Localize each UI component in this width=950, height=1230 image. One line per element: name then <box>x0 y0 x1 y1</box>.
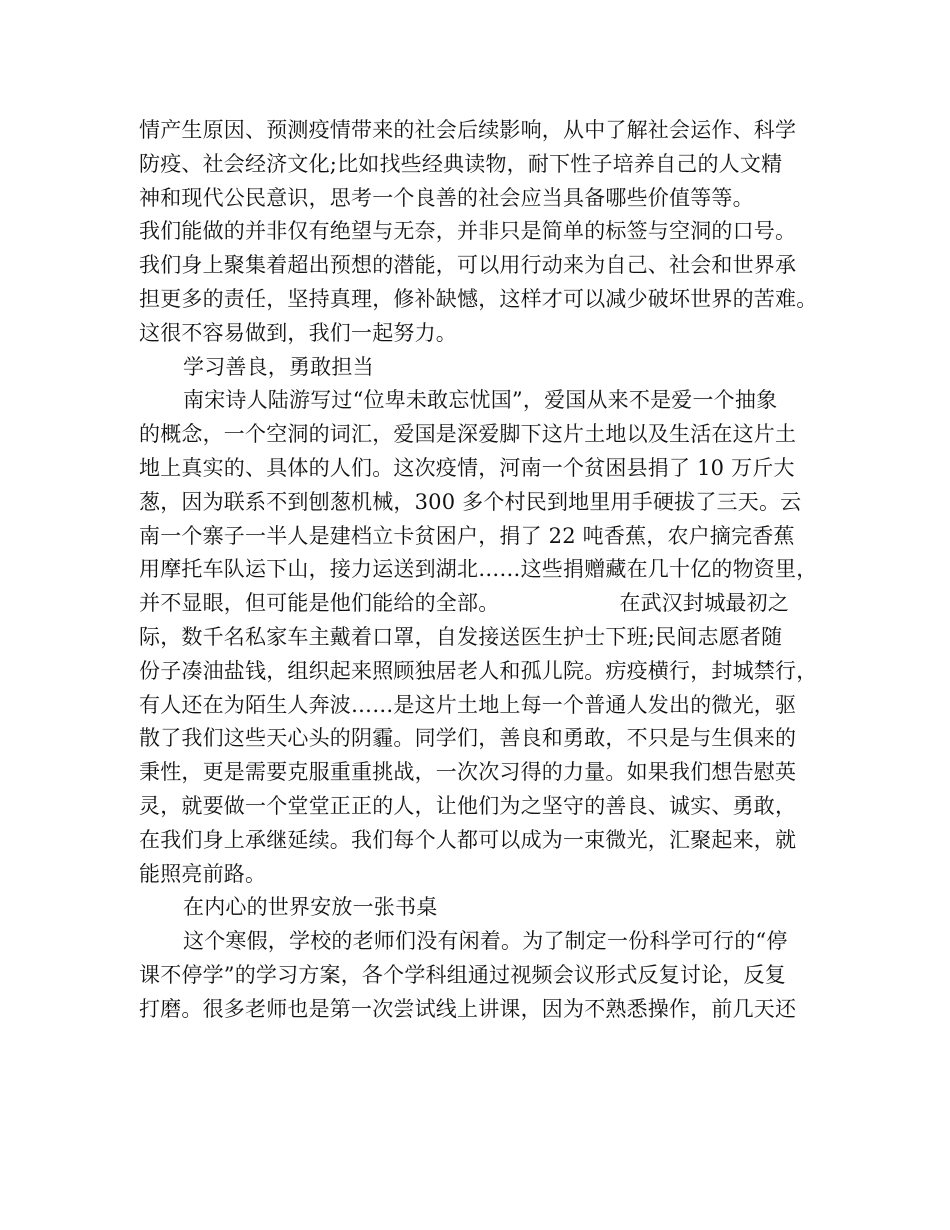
document-page <box>139 114 829 1027</box>
text-line: 我们身上聚集着超出预想的潜能，可以用行动来为自己、社会和世界承 <box>139 253 797 278</box>
text-line: 际，数千名私家车主戴着口罩，自发接送医生护士下班;民间志愿者随 <box>139 624 783 649</box>
text-line: 灵，就要做一个堂堂正正的人，让他们为之坚守的善良、诚实、勇敢， <box>139 793 797 818</box>
text-line: 这很不容易做到，我们一起努力。 <box>139 320 457 345</box>
text-line: 课不停学”的学习方案，各个学科组通过视频会议形式反复讨论，反复 <box>139 962 786 987</box>
text-line: 在我们身上承继延续。我们每个人都可以成为一束微光，汇聚起来，就 <box>139 827 797 852</box>
section-heading: 学习善良，勇敢担当 <box>183 354 374 379</box>
text-line: 用摩托车队运下山，接力运送到湖北……这些捐赠藏在几十亿的物资里， <box>139 557 818 582</box>
text-line: 秉性，更是需要克服重重挑战，一次次习得的力量。如果我们想告慰英 <box>139 760 797 785</box>
text-line: 能照亮前路。 <box>139 861 267 886</box>
text-line <box>139 587 829 621</box>
text-line: 有人还在为陌生人奔波……是这片土地上每一个普通人发出的微光，驱 <box>139 692 797 717</box>
text-line: 葱，因为联系不到刨葱机械，300 多个村民到地里用手硬拔了三天。云 <box>139 489 802 514</box>
text-line: 我们能做的并非仅有绝望与无奈，并非只是简单的标签与空洞的口号。 <box>139 219 797 244</box>
text-line: 南一个寨子一半人是建档立卡贫困户，捐了 22 吨香蕉，农户摘完香蕉 <box>139 523 795 548</box>
section-heading: 在内心的世界安放一张书桌 <box>183 895 438 920</box>
text-segment: 并不显眼，但可能是他们能给的全部。 <box>139 591 500 616</box>
text-line: 打磨。很多老师也是第一次尝试线上讲课，因为不熟悉操作，前几天还 <box>139 996 797 1021</box>
text-line: 神和现代公民意识，思考一个良善的社会应当具备哪些价值等等。 <box>139 185 754 210</box>
text-line: 散了我们这些天心头的阴霾。同学们，善良和勇敢，不只是与生俱来的 <box>139 726 797 751</box>
text-line: 地上真实的、具体的人们。这次疫情，河南一个贫困县捐了 10 万斤大 <box>139 455 795 480</box>
text-line: 份子凑油盐钱，组织起来照顾独居老人和孤儿院。疠疫横行，封城禁行， <box>139 658 818 683</box>
text-line: 这个寒假，学校的老师们没有闲着。为了制定一份科学可行的“停 <box>183 929 788 954</box>
text-line: 南宋诗人陆游写过“位卑未敢忘忧国”，爱国从来不是爱一个抽象 <box>183 388 778 413</box>
text-line: 担更多的责任，坚持真理，修补缺憾，这样才可以减少破坏世界的苦难。 <box>139 286 818 311</box>
text-line: 情产生原因、预测疫情带来的社会后续影响，从中了解社会运作、科学 <box>139 118 797 142</box>
text-segment: 在武汉封城最初之 <box>619 591 790 616</box>
text-line: 防疫、社会经济文化;比如找些经典读物，耐下性子培养自己的人文精 <box>139 151 783 176</box>
text-line: 的概念，一个空洞的词汇，爱国是深爱脚下这片土地以及生活在这片土 <box>139 422 797 447</box>
